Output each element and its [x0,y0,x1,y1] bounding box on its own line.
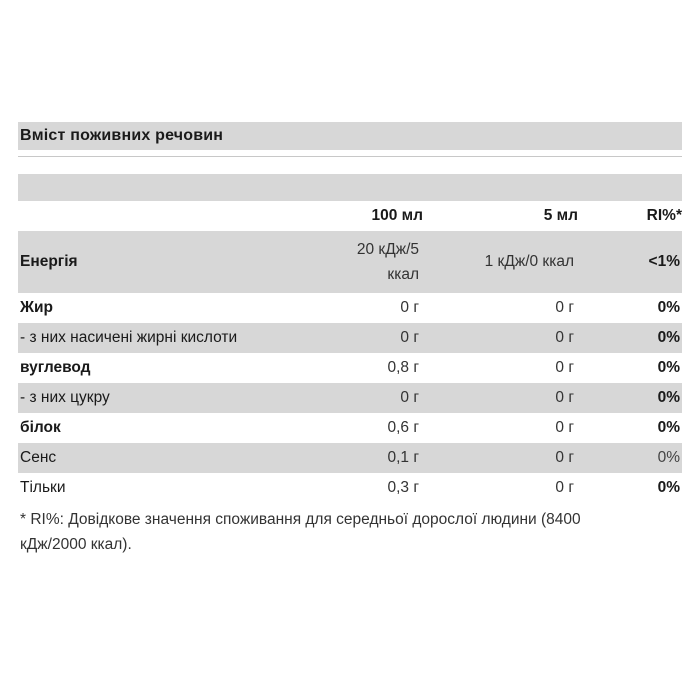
table-row [18,323,682,353]
row-value-ri: 0% [657,359,680,376]
row-label: білок [20,419,61,436]
row-value-100ml: 0,1 г [318,443,423,473]
row-value-100ml-line1: 20 кДж/5 [356,241,419,258]
row-value-100ml: 0 г [318,383,423,413]
row-label: Жир [20,299,54,316]
row-value-5ml: 0 г [423,443,578,473]
row-value-ri: <1% [578,231,682,293]
header-label [18,201,318,231]
row-value-5ml: 0 г [423,383,578,413]
row-value-ri: 0% [657,299,680,316]
row-value-100ml: 0,8 г [387,359,419,376]
row-value-100ml: 0 г [400,299,419,316]
row-label: Сенс [18,443,318,473]
ri-footnote: * RI%: Довідкове значення споживання для середньої дорослої людини (8400 кДж/2000 ккал). [20,511,581,553]
nutrition-table [18,201,682,503]
row-label: - з них цукру [18,383,318,413]
row-label: Тільки [20,479,66,496]
table-row [18,443,682,473]
row-value-5ml: 1 кДж/0 ккал [423,231,578,293]
table-row [18,353,682,383]
row-value-100ml: 0,3 г [387,479,419,496]
row-value-100ml [318,231,423,293]
row-value-ri: 0% [578,383,682,413]
header-100ml: 100 мл [371,207,423,224]
row-value-5ml: 0 г [423,323,578,353]
table-header-row [18,201,682,231]
header-5ml: 5 мл [543,207,578,224]
blank-header-bar [18,174,682,201]
table-row [18,473,682,503]
row-value-100ml: 0,6 г [387,419,419,436]
row-value-100ml-line2: ккал [387,266,419,283]
row-label: Енергія [18,231,318,293]
nutrition-title: Вміст поживних речовин [18,122,682,150]
divider [18,150,682,174]
row-value-ri: 0% [578,443,682,473]
row-value-ri: 0% [657,419,680,436]
table-row [18,231,682,293]
row-value-5ml: 0 г [555,359,574,376]
nutrition-panel [18,122,682,557]
table-row [18,383,682,413]
row-value-100ml: 0 г [318,323,423,353]
row-value-ri: 0% [657,479,680,496]
row-value-ri: 0% [578,323,682,353]
table-row [18,413,682,443]
row-value-5ml: 0 г [555,479,574,496]
table-row [18,293,682,323]
row-value-5ml: 0 г [555,419,574,436]
row-label: вуглевод [20,359,91,376]
header-ri: RI%* [646,207,682,224]
row-value-5ml: 0 г [555,299,574,316]
row-label: - з них насичені жирні кислоти [18,323,318,353]
